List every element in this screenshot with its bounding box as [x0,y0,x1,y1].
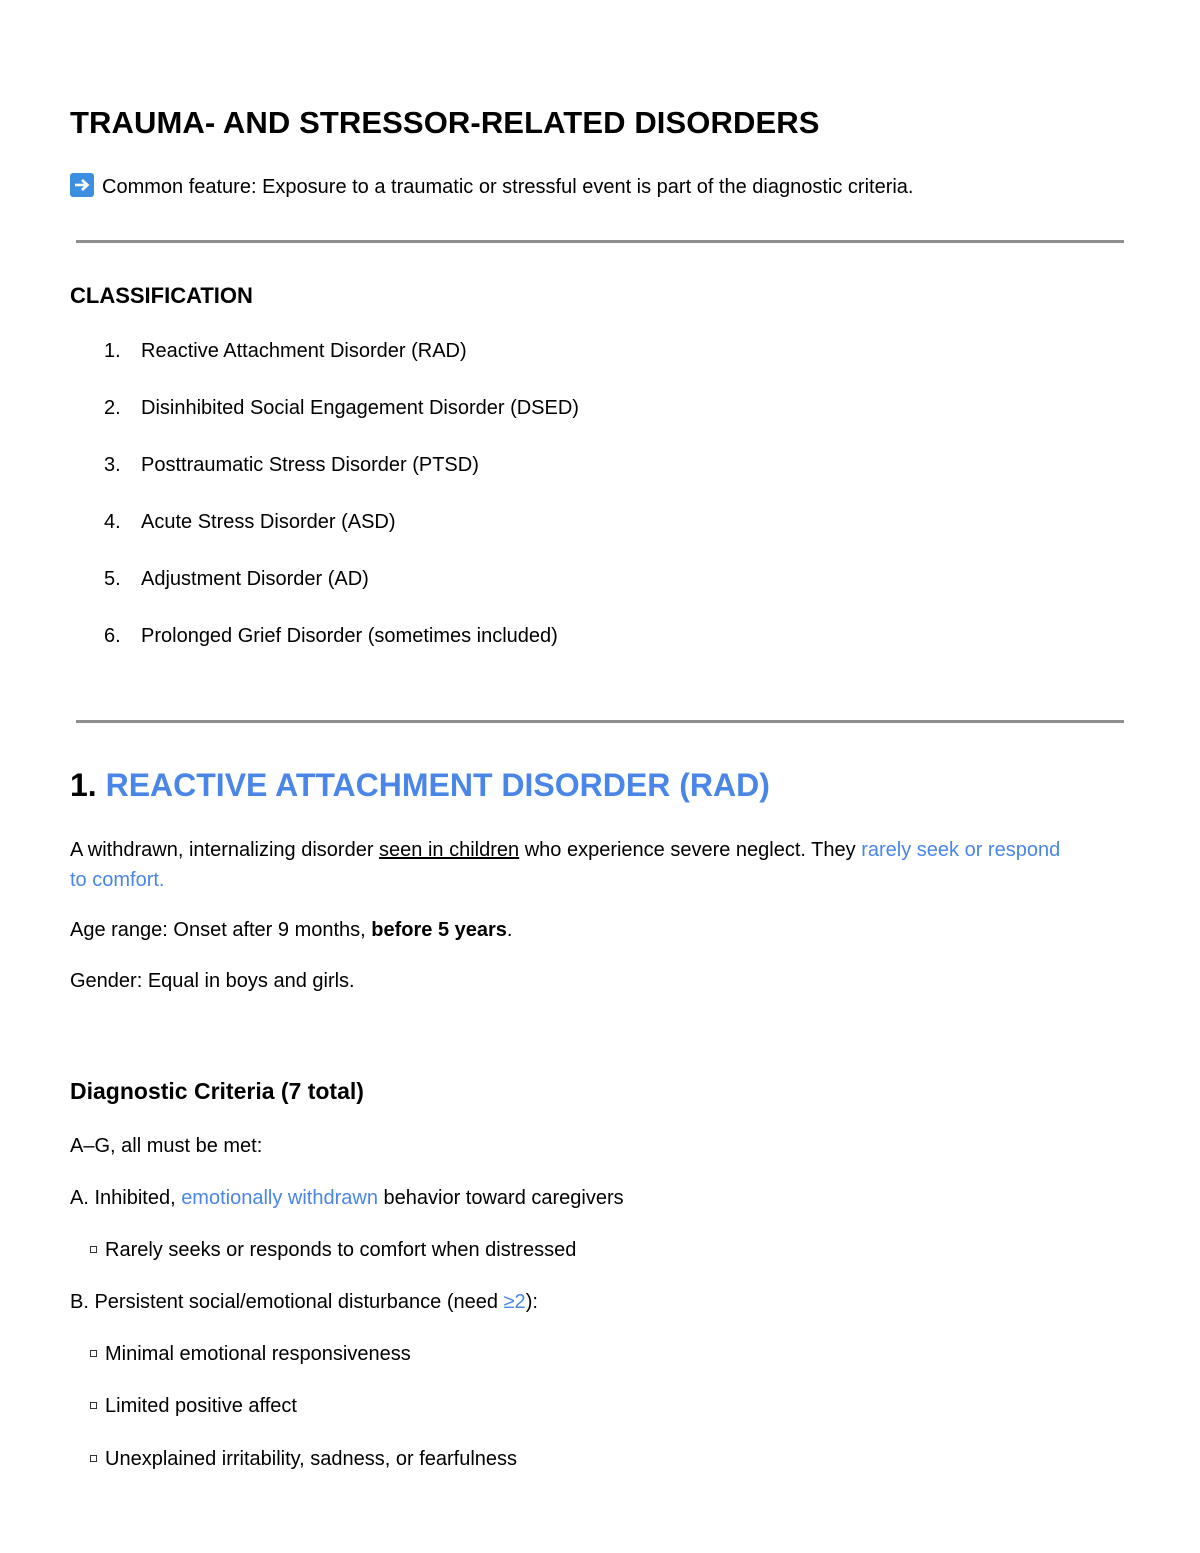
criterion-a-prefix: A. Inhibited, [70,1187,182,1209]
rad-desc-part: A withdrawn, internalizing disorder [70,839,380,861]
rad-desc-part: who experience severe neglect. They [519,839,862,861]
square-bullet-icon [90,1455,97,1462]
criterion-a-suffix: behavior toward caregivers [377,1187,624,1209]
common-feature-line [70,173,913,199]
list-item-text: Disinhibited Social Engagement Disorder (DSED) [141,397,579,419]
list-number: 2. [104,397,121,419]
bullet-text: Minimal emotional responsiveness [105,1343,411,1365]
horizontal-divider [76,720,1124,723]
list-number: 1. [104,340,121,362]
bullet-text: Rarely seeks or responds to comfort when distressed [105,1239,577,1261]
square-bullet-icon [90,1402,97,1409]
document-title: TRAUMA- AND STRESSOR-RELATED DISORDERS [70,105,820,140]
list-item [104,625,558,648]
horizontal-divider [76,240,1124,243]
criterion-a-highlight: emotionally withdrawn [181,1187,378,1209]
bullet-item [90,1395,297,1418]
list-item-text: Adjustment Disorder (AD) [141,568,369,590]
list-item [104,511,396,534]
criterion-b-highlight: ≥2 [503,1291,526,1313]
bullet-item [90,1239,576,1262]
bullet-item [90,1448,517,1471]
criterion-a [70,1187,624,1210]
list-item [104,454,479,477]
age-range-line [70,919,512,942]
bullet-item [90,1343,411,1366]
criterion-b-suffix: ): [525,1291,538,1313]
list-number: 4. [104,511,121,533]
list-item [104,568,369,591]
bullet-text: Limited positive affect [105,1395,297,1417]
list-item-text: Posttraumatic Stress Disorder (PTSD) [141,454,479,476]
criteria-intro: A–G, all must be met: [70,1135,263,1157]
list-number: 3. [104,454,121,476]
rad-section-title: REACTIVE ATTACHMENT DISORDER (RAD) [105,767,770,803]
age-range-suffix: . [506,919,513,941]
bullet-text: Unexplained irritability, sadness, or fearfulness [105,1448,518,1470]
rad-section-number: 1. [70,767,97,803]
right-arrow-icon [70,173,94,197]
square-bullet-icon [90,1246,97,1253]
list-item-text: Prolonged Grief Disorder (sometimes included) [141,625,558,647]
diagnostic-criteria-heading: Diagnostic Criteria (7 total) [70,1078,364,1104]
list-item [104,340,467,363]
square-bullet-icon [90,1350,97,1357]
age-range-bold: before 5 years [371,919,507,941]
rad-description [70,835,1070,895]
criterion-b [70,1291,538,1314]
criterion-b-prefix: B. Persistent social/emotional disturbance (need [70,1291,504,1313]
list-item [104,397,579,420]
rad-desc-underlined: seen in children [379,839,520,861]
age-range-prefix: Age range: Onset after 9 months, [70,919,372,941]
rad-desc-highlight: rarely seek or respond to comfort. [70,839,1061,891]
common-feature-text: Common feature: Exposure to a traumatic or stressful event is part of the diagnostic criteria. [102,176,914,198]
list-number: 6. [104,625,121,647]
list-number: 5. [104,568,121,590]
classification-heading: CLASSIFICATION [70,283,253,308]
gender-line: Gender: Equal in boys and girls. [70,970,355,992]
rad-section-heading [70,767,770,804]
list-item-text: Acute Stress Disorder (ASD) [141,511,396,533]
list-item-text: Reactive Attachment Disorder (RAD) [141,340,467,362]
